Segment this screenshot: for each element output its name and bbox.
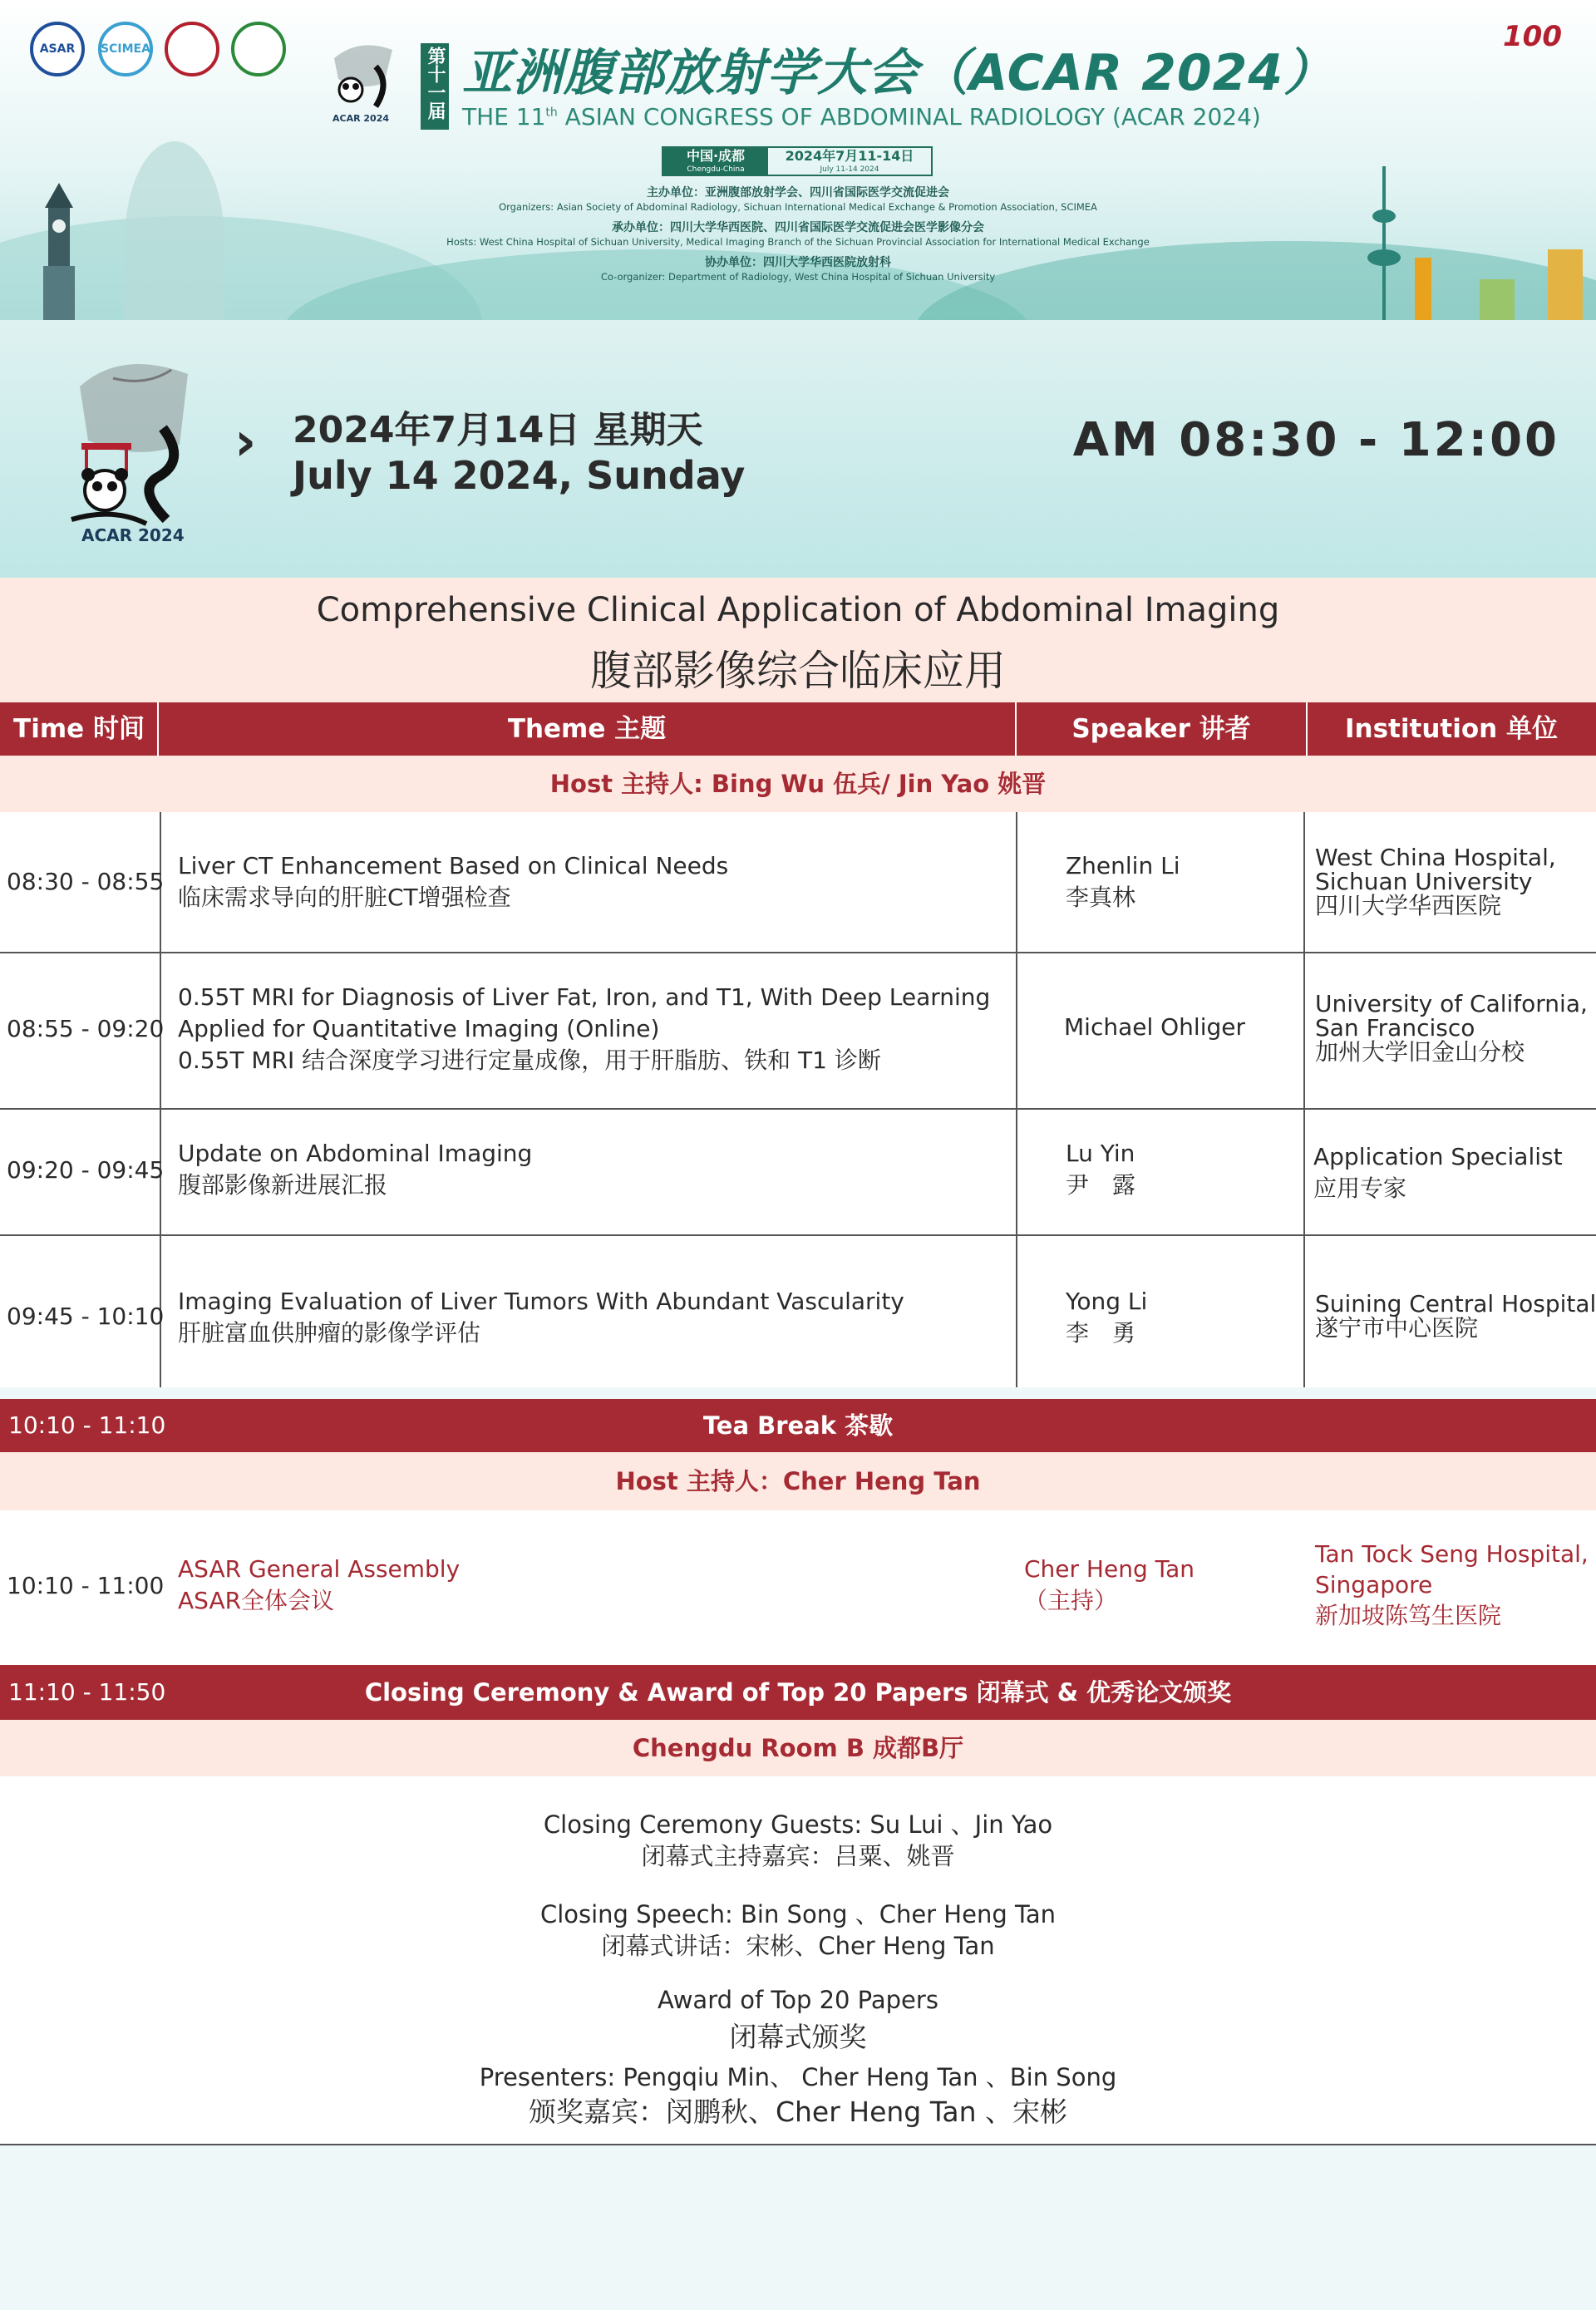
organizers-cn: 主办单位：亚洲腹部放射学会、四川省国际医学交流促进会 xyxy=(647,186,949,199)
theme-en: Liver CT Enhancement Based on Clinical Needs xyxy=(178,852,729,879)
speaker-en: Zhenlin Li xyxy=(1066,852,1180,879)
place-date-box xyxy=(662,146,933,176)
host-names: Host 主持人: Bing Wu 伍兵/ Jin Yao 姚晋 xyxy=(549,770,1047,798)
column-divider xyxy=(1016,1110,1017,1234)
closing-details xyxy=(0,1776,1596,2145)
conference-date-cn: 2024年7月11-14日 xyxy=(785,148,914,164)
chevron-right-icon: › xyxy=(234,411,257,473)
row-time: 10:10 - 11:00 xyxy=(7,1572,165,1599)
column-divider xyxy=(157,702,159,756)
institution-line: West China Hospital, xyxy=(1315,844,1556,871)
hosts-en: Hosts: West China Hospital of Sichuan University, Medical Imaging Branch of the Sichuan Provincial Association for International Medical Exchange xyxy=(446,236,1150,248)
closing-guests-cn: 闭幕式主持嘉宾：吕粟、姚晋 xyxy=(641,1842,955,1870)
closing-time: 11:10 - 11:50 xyxy=(8,1678,166,1706)
theme-cn: 0.55T MRI 结合深度学习进行定量成像，用于肝脂肪、铁和 T1 诊断 xyxy=(178,1047,881,1074)
scimea-logo xyxy=(98,22,153,76)
header-institution: Institution 单位 xyxy=(1345,714,1558,744)
institution-cn: 四川大学华西医院 xyxy=(1315,892,1502,919)
day-date-cn: 2024年7月14日 星期天 xyxy=(293,409,703,451)
asar-logo xyxy=(30,22,85,76)
row-time: 08:30 - 08:55 xyxy=(7,868,165,895)
room-name: Chengdu Room B 成都B厅 xyxy=(632,1734,964,1762)
acar-large-logo-label: ACAR 2024 xyxy=(81,525,185,544)
title-en-sup: th xyxy=(545,106,558,120)
presenters-cn: 颁奖嘉宾：闵鹏秋、Cher Heng Tan 、宋彬 xyxy=(528,2096,1068,2128)
column-divider xyxy=(1303,1236,1305,1387)
speaker-role: （主持） xyxy=(1024,1587,1118,1614)
row-institution xyxy=(1315,1539,1589,1631)
column-divider xyxy=(1015,702,1017,756)
schedule-table-header xyxy=(0,702,1596,756)
row-time: 08:55 - 09:20 xyxy=(7,1015,165,1042)
day-header xyxy=(0,320,1596,578)
institution-line: Sichuan University xyxy=(1315,868,1533,895)
conference-title-en xyxy=(462,103,1261,131)
day-time-range: AM 08:30 - 12:00 xyxy=(1072,413,1559,467)
header-theme: Theme 主题 xyxy=(507,714,667,744)
row-speaker xyxy=(1066,1138,1135,1201)
row-theme xyxy=(178,1138,532,1201)
tea-break-label: Tea Break 茶歇 xyxy=(702,1411,894,1440)
theme-cn: 腹部影像新进展汇报 xyxy=(178,1171,388,1199)
speaker-en: Yong Li xyxy=(1066,1288,1148,1315)
session-title-cn: 腹部影像综合临床应用 xyxy=(590,647,1006,695)
table-row xyxy=(0,812,1596,953)
column-divider xyxy=(1303,1110,1305,1234)
closing-label: Closing Ceremony & Award of Top 20 Papers 闭幕式 & 优秀论文颁奖 xyxy=(364,1678,1232,1707)
asar-logo-text: ASAR xyxy=(39,42,76,56)
award-title-en: Award of Top 20 Papers xyxy=(658,1986,938,2014)
column-divider xyxy=(1016,1236,1017,1387)
row-theme xyxy=(178,850,728,914)
speaker-cn: 李真林 xyxy=(1066,884,1136,911)
closing-guests-en: Closing Ceremony Guests: Su Lui 、Jin Yao xyxy=(543,1810,1053,1839)
header-time: Time 时间 xyxy=(13,714,145,744)
place-label xyxy=(663,148,768,175)
building-decoration xyxy=(1480,279,1515,320)
institution-cn: 遂宁市中心医院 xyxy=(1315,1314,1479,1342)
theme-en: ASAR General Assembly xyxy=(178,1555,461,1583)
table-row xyxy=(0,1110,1596,1236)
room-row xyxy=(0,1720,1596,1776)
header-speaker: Speaker 讲者 xyxy=(1071,714,1251,744)
speaker-en: Michael Ohliger xyxy=(1064,1013,1245,1041)
acar-2024-logo xyxy=(326,33,401,125)
acar-logo-label: ACAR 2024 xyxy=(332,113,390,124)
coorganizer-cn: 协办单位：四川大学华西医院放射科 xyxy=(705,256,891,269)
column-divider xyxy=(1016,953,1017,1108)
tea-break-bar xyxy=(0,1399,1596,1452)
column-divider xyxy=(1306,702,1308,756)
theme-en: Update on Abdominal Imaging xyxy=(178,1140,533,1167)
theme-en: 0.55T MRI for Diagnosis of Liver Fat, Iron, and T1, With Deep Learning xyxy=(178,983,991,1011)
tea-break-time: 10:10 - 11:10 xyxy=(8,1411,166,1439)
title-en-post: ASIAN CONGRESS OF ABDOMINAL RADIOLOGY (ACAR 2024) xyxy=(557,103,1261,131)
column-divider xyxy=(1016,812,1017,952)
conference-banner xyxy=(0,0,1596,320)
institution-cn: 应用专家 xyxy=(1313,1175,1407,1202)
session-title xyxy=(0,578,1596,702)
speaker-en: Lu Yin xyxy=(1066,1140,1135,1167)
coorganizer-en: Co-organizer: Department of Radiology, West China Hospital of Sichuan University xyxy=(600,271,996,283)
speaker-cn: 尹 露 xyxy=(1066,1171,1136,1199)
conference-date-en: July 11-14 2024 xyxy=(820,165,879,174)
place-en: Chengdu-China xyxy=(687,165,745,174)
row-theme xyxy=(178,982,990,1076)
row-speaker xyxy=(1066,1286,1147,1349)
day-date-en: July 14 2024, Sunday xyxy=(293,453,746,498)
west-china-hospital-logo xyxy=(165,22,219,76)
presenters-en: Presenters: Pengqiu Min、 Cher Heng Tan 、Bin Song xyxy=(479,2063,1117,2091)
organizers-en: Organizers: Asian Society of Abdominal Radiology, Sichuan International Medical Exchange & Promotion Association, SCIMEA xyxy=(499,201,1097,213)
sichuan-association-logo xyxy=(231,22,286,76)
theme-en-cont: Applied for Quantitative Imaging (Online) xyxy=(178,1015,660,1042)
host-names: Host 主持人：Cher Heng Tan xyxy=(615,1467,981,1495)
institution-line: San Francisco xyxy=(1315,1014,1475,1042)
row-theme xyxy=(178,1554,460,1617)
theme-en: Imaging Evaluation of Liver Tumors With Abundant Vascularity xyxy=(178,1288,904,1315)
speaker-en: Cher Heng Tan xyxy=(1024,1555,1195,1583)
closing-ceremony-bar xyxy=(0,1665,1596,1720)
institution-cn: 加州大学旧金山分校 xyxy=(1315,1038,1525,1066)
place-cn: 中国·成都 xyxy=(686,148,746,164)
row-institution xyxy=(1315,1292,1596,1340)
theme-cn: 临床需求导向的肝脏CT增强检查 xyxy=(178,884,511,911)
institution-line: Singapore xyxy=(1315,1571,1433,1598)
row-institution xyxy=(1313,1141,1563,1204)
row-speaker xyxy=(1064,1012,1245,1043)
closing-speech-cn: 闭幕式讲话：宋彬、Cher Heng Tan xyxy=(601,1932,995,1960)
table-row xyxy=(0,1236,1596,1387)
row-time: 09:45 - 10:10 xyxy=(7,1303,165,1330)
row-time: 09:20 - 09:45 xyxy=(7,1156,165,1184)
session-title-en: Comprehensive Clinical Application of Abdominal Imaging xyxy=(316,591,1280,629)
column-divider xyxy=(1303,812,1305,952)
host-row xyxy=(0,1452,1596,1510)
institution-line: Application Specialist xyxy=(1313,1143,1563,1170)
table-row-assembly xyxy=(0,1510,1596,1665)
institution-line: University of California, xyxy=(1315,990,1588,1017)
edition-badge xyxy=(421,43,449,130)
row-speaker xyxy=(1066,850,1180,914)
institution-line: Suining Central Hospital xyxy=(1315,1290,1596,1318)
edition-badge-text: 第十一届 xyxy=(425,47,446,120)
table-row xyxy=(0,953,1596,1110)
award-title-cn: 闭幕式颁奖 xyxy=(729,2021,867,2053)
row-institution xyxy=(1315,992,1588,1064)
acar-2024-large-logo xyxy=(63,353,204,544)
scimea-logo-text: SCIMEA xyxy=(101,42,150,56)
institution-line: Tan Tock Seng Hospital, xyxy=(1315,1540,1589,1568)
conference-dates xyxy=(768,148,931,175)
speaker-cn: 李 勇 xyxy=(1066,1319,1136,1347)
conference-title-cn: 亚洲腹部放射学大会（ACAR 2024） xyxy=(462,44,1335,102)
theme-cn: 肝脏富血供肿瘤的影像学评估 xyxy=(178,1319,481,1347)
theme-cn: ASAR全体会议 xyxy=(178,1587,335,1614)
column-divider xyxy=(1303,953,1305,1108)
hosts-cn: 承办单位：四川大学华西医院、四川省国际医学交流促进会医学影像分会 xyxy=(612,221,984,234)
centennial-logo: 100 xyxy=(1503,20,1562,53)
row-speaker xyxy=(1024,1554,1195,1617)
row-theme xyxy=(178,1286,904,1349)
row-institution xyxy=(1315,845,1556,918)
host-row xyxy=(0,756,1596,812)
title-en-pre: THE 11 xyxy=(462,103,546,131)
institution-cn: 新加坡陈笃生医院 xyxy=(1315,1602,1502,1629)
closing-speech-en: Closing Speech: Bin Song 、Cher Heng Tan xyxy=(539,1900,1057,1928)
